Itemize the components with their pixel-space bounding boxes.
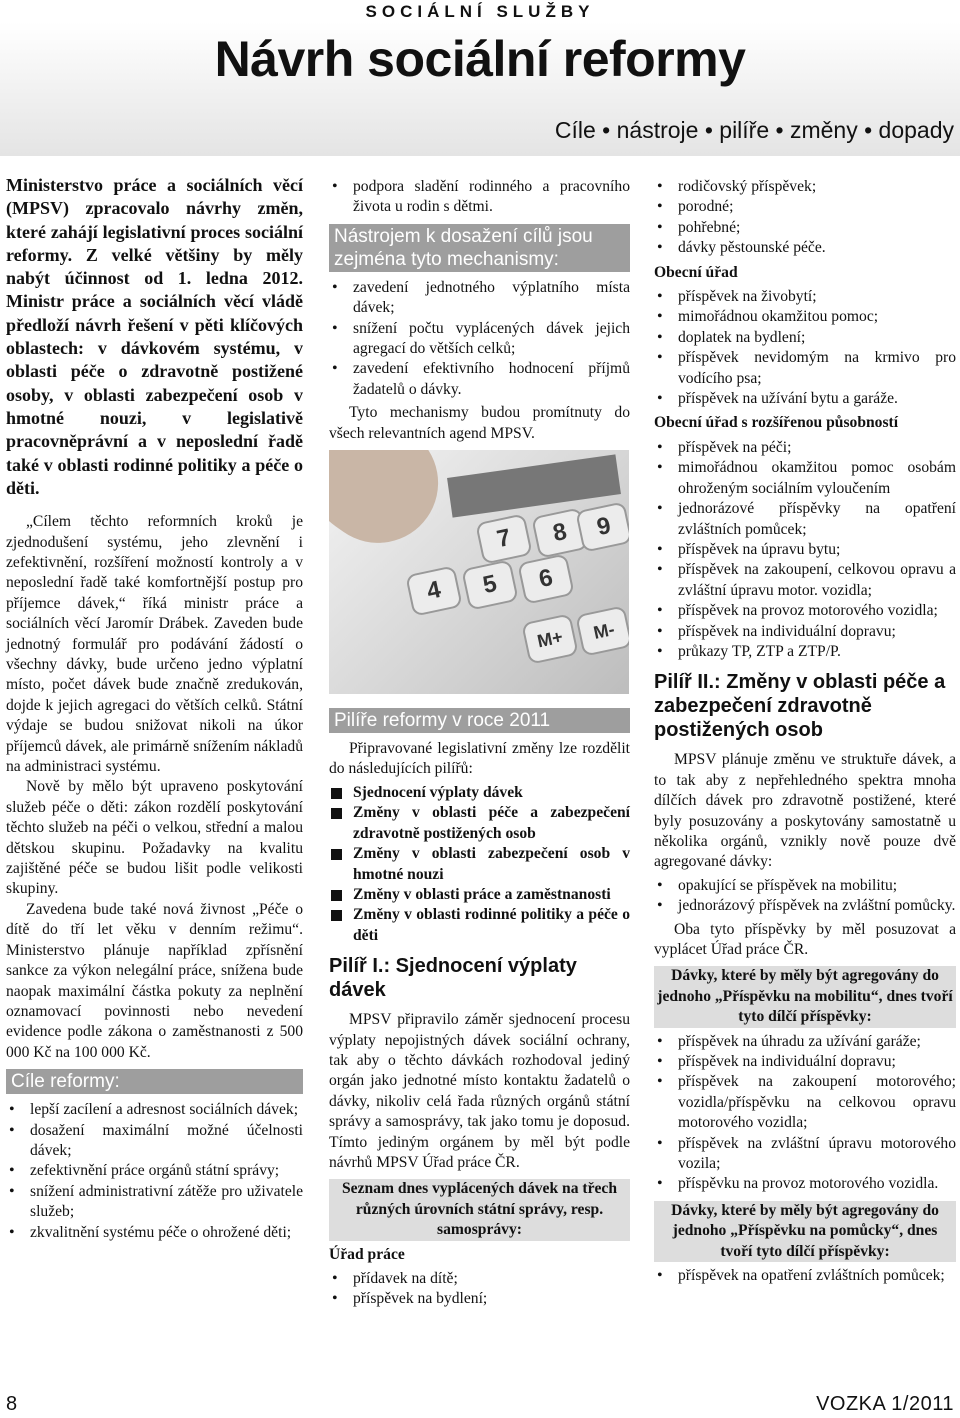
list-item: • zavedení efektivního hodnocení příjmů žadatelů o dávky. — [329, 359, 630, 400]
pillar-2-note: Oba tyto příspěvky by měl posuzovat a vyplácet Úřad práce ČR. — [654, 920, 956, 958]
list-item: • příspěvek na provoz motorového vozidla; — [654, 601, 956, 621]
urad-prace-heading: Úřad práce — [329, 1245, 405, 1263]
aids-list — [654, 1266, 956, 1286]
calculator-photo — [329, 450, 629, 694]
list-item: • příspěvek na živobytí; — [654, 287, 956, 307]
list-item: • přídavek na dítě; — [329, 1269, 630, 1289]
calculator-key: 4 — [405, 565, 463, 616]
list-item: • příspěvek nevidomým na krmivo pro vodícího psa; — [654, 348, 956, 389]
goals-heading: Cíle reformy: — [6, 1069, 303, 1094]
body-paragraph-2: Nově by mělo být upraveno poskytování služeb péče o děti: zákon rozdělí poskytování těchto služeb na péči o velkou, střední a malou dětskou skupinu. Požadavky na kvalitu zajištěné péče se budou lišit podle velikosti skupiny. — [6, 778, 303, 898]
column-1 — [6, 174, 303, 1246]
tools-note: Tyto mechanismy budou promítnuty do všech relevantních agend MPSV. — [329, 404, 630, 442]
list-item: Změny v oblasti péče a zabezpečení zdravotně postižených osob — [329, 803, 630, 844]
list-item: • dávky pěstounské péče. — [654, 238, 956, 258]
urad-prace-list-continued — [654, 177, 956, 259]
list-item: • rodičovský příspěvek; — [654, 177, 956, 197]
list-item: • snížení počtu vyplácených dávek jejich agregací do větších celků; — [329, 319, 630, 360]
list-item: • jednorázový příspěvek na zvláštní pomůcky. — [654, 896, 956, 916]
list-item: • jednorázové příspěvky na opatření zvláštních pomůcek; — [654, 499, 956, 540]
list-item: • příspěvek na užívání bytu a garáže. — [654, 389, 956, 409]
list-item: • průkazy TP, ZTP a ZTP/P. — [654, 642, 956, 662]
lead-part-2: Ministr práce a sociálních věcí vládě předloží návrh řešení v pěti klíčových oblastech: v dávkovém systému, v oblasti péče o zdravotně postižené osoby, v oblasti zabezpečení osob v hmotné nouzi, v legislativě pracovněprávní a v neposlední řadě také v oblasti rodinné politiky a péče o děti. — [6, 291, 303, 498]
list-item: • příspěvek na opatření zvláštních pomůcek; — [654, 1266, 956, 1286]
calculator-key: 7 — [475, 513, 533, 564]
mobility-list — [654, 1032, 956, 1195]
list-item: • podpora sladění rodinného a pracovního života u rodin s dětmi. — [329, 177, 630, 218]
calculator-key: 9 — [575, 501, 629, 552]
list-item: • příspěvku na provoz motorového vozidla. — [654, 1174, 956, 1194]
pillars-list — [329, 783, 630, 946]
pillars-heading: Pilíře reformy v roce 2011 — [329, 708, 630, 733]
magazine-footer: VOZKA 1/2011 — [816, 1393, 954, 1415]
list-item: • opakující se příspěvek na mobilitu; — [654, 876, 956, 896]
list-item: • příspěvek na individuální dopravu; — [654, 622, 956, 642]
pillar-2-list — [654, 876, 956, 917]
list-item: Změny v oblasti zabezpečení osob v hmotné nouzi — [329, 844, 630, 885]
list-item: • zefektivnění práce orgánů státní správy; — [6, 1161, 303, 1181]
pillar-2-text: MPSV plánuje změnu ve struktuře dávek, a to tak aby z nepřehledného spektra mnoha dílčích dávek pro zdravotně postižené, které byly posuzovány a poskytovány samostatně u několika orgánů, vznikly nově pouze dvě agregované dávky: — [654, 751, 956, 871]
list-item: • příspěvek na zvláštní úpravu motorového vozila; — [654, 1134, 956, 1175]
list-item: • příspěvek na zakoupení motorového; vozidla/příspěvku na celkovou opravu motorového vozidla; — [654, 1072, 956, 1133]
pillar-2-heading: Pilíř II.: Změny v oblasti péče a zabezpečení zdravotně postižených osob — [654, 671, 946, 742]
tools-list — [329, 278, 630, 400]
column-3 — [654, 174, 956, 1290]
obecni-urad-heading: Obecní úřad — [654, 263, 738, 281]
aids-box: Dávky, které by měly být agregovány do jednoho „Příspěvku na pomůcky“, dnes tvoří tyto dílčí příspěvky: — [654, 1201, 956, 1262]
goals-list — [6, 1100, 303, 1243]
list-item: • dosažení maximální možné účelnosti dávek; — [6, 1121, 303, 1162]
list-item: • doplatek na bydlení; — [654, 328, 956, 348]
column-2 — [329, 174, 630, 1313]
lead-part-1: Ministerstvo práce a sociálních věcí (MPSV) zpracovalo návrhy změn, které zahájí legislativní proces sociální reformy. Z velké většiny by měly nabýt účinnost od 1. ledna 2012. — [6, 175, 303, 289]
list-item: • porodné; — [654, 197, 956, 217]
list-item: • pohřebné; — [654, 218, 956, 238]
list-item: • příspěvek na úpravu bytu; — [654, 540, 956, 560]
calculator-key: 6 — [517, 553, 575, 604]
page-subtitle: Cíle • nástroje • pilíře • změny • dopady — [554, 117, 954, 143]
section-label: SOCIÁLNÍ SLUŽBY — [365, 2, 595, 21]
page-title: Návrh sociální reformy — [214, 31, 746, 87]
calculator-key: M- — [575, 605, 629, 656]
list-item: • příspěvek na bydlení; — [329, 1289, 630, 1309]
benefits-list-box: Seznam dnes vyplácených dávek na třech různých úrovních státní správy, resp. samosprávy: — [329, 1179, 630, 1240]
obecni-urad-list — [654, 287, 956, 409]
obecni-urad-rozsireny-list — [654, 438, 956, 662]
body-paragraph-3: Zavedena bude také nová živnost „Péče o dítě do tří let věku v denním režimu“. Ministerstvo plánuje například zpřísnění sankce za výkon nelegální práce, snížena bude naopak maximální částka pokuty za neplnění oznamovací povinnosti nebo nevedení evidence podle zákona o zaměstnanosti z 500 000 Kč na 100 000 Kč. — [6, 900, 303, 1061]
list-item: • zavedení jednotného výplatního místa dávek; — [329, 278, 630, 319]
finger-shape — [329, 450, 462, 566]
list-item: • snížení administrativní zátěže pro uživatele služeb; — [6, 1182, 303, 1223]
list-item: • mimořádnou okamžitou pomoc osobám ohroženým sociálním vyloučením — [654, 458, 956, 499]
calculator-key: 5 — [461, 559, 519, 610]
urad-prace-list — [329, 1269, 630, 1310]
calculator-key: M+ — [521, 613, 579, 664]
list-item: • příspěvek na úhradu za užívání garáže; — [654, 1032, 956, 1052]
list-item: • lepší zacílení a adresnost sociálních dávek; — [6, 1100, 303, 1120]
list-item: • příspěvek na individuální dopravu; — [654, 1052, 956, 1072]
calculator-key: 8 — [531, 507, 589, 558]
list-item: • příspěvek na péči; — [654, 438, 956, 458]
tools-heading: Nástrojem k dosažení cílů jsou zejména tyto mechanismy: — [329, 224, 630, 272]
list-item: • zkvalitnění systému péče o ohrožené děti; — [6, 1223, 303, 1243]
continued-goals-list — [329, 177, 630, 218]
list-item: Sjednocení výplaty dávek — [329, 783, 630, 803]
page-number: 8 — [6, 1393, 18, 1415]
pillars-intro: Připravované legislativní změny lze rozdělit do následujících pilířů: — [329, 740, 630, 778]
list-item: Změny v oblasti rodinné politiky a péče o děti — [329, 905, 630, 946]
mobility-box: Dávky, které by měly být agregovány do jednoho „Příspěvku na mobilitu“, dnes tvoří tyto dílčí příspěvky: — [654, 966, 956, 1027]
body-paragraph-1: „Cílem těchto reformních kroků je zjednodušení systému, jeho zlevnění i zefektivnění, rozšíření možností kontroly a v neposlední řadě také komfortnější postup pro příjemce dávek,“ říká ministr práce a sociálních věcí Jaromír Drábek. Zaveden bude jednotný formulář pro podávání žádostí o všechny dávky, bude určeno jedno výplatní místo, počet dávek bude značně zredukován, dojde k jejich agregaci do větších celků. Státní výdaje se budou snižovat nikoli na úkor příjemců dávek, ale primárně snížením nákladů na administraci systému. — [6, 513, 303, 776]
lead-paragraph — [6, 174, 303, 500]
list-item: Změny v oblasti práce a zaměstnanosti — [329, 885, 630, 905]
pillar-1-text: MPSV připravilo záměr sjednocení procesu výplaty nepojistných dávek sociální ochrany, tak aby o těchto dávkách rozhodoval jediný orgán jako jednotné místo kontaktu žadatelů o dávky, nikoliv celá řada různých orgánů státní správy a samosprávy, tak jako tomu je doposud. Tímto jediným orgánem by měl být podle návrhů MPSV Úřad práce ČR. — [329, 1011, 630, 1171]
pillar-1-heading: Pilíř I.: Sjednocení výplaty dávek — [329, 955, 577, 1002]
list-item: • mimořádnou okamžitou pomoc; — [654, 307, 956, 327]
list-item: • příspěvek na zakoupení, celkovou opravu a zvláštní úpravu motor. vozidla; — [654, 560, 956, 601]
obecni-urad-rozsireny-heading: Obecní úřad s rozšířenou působností — [654, 414, 899, 432]
